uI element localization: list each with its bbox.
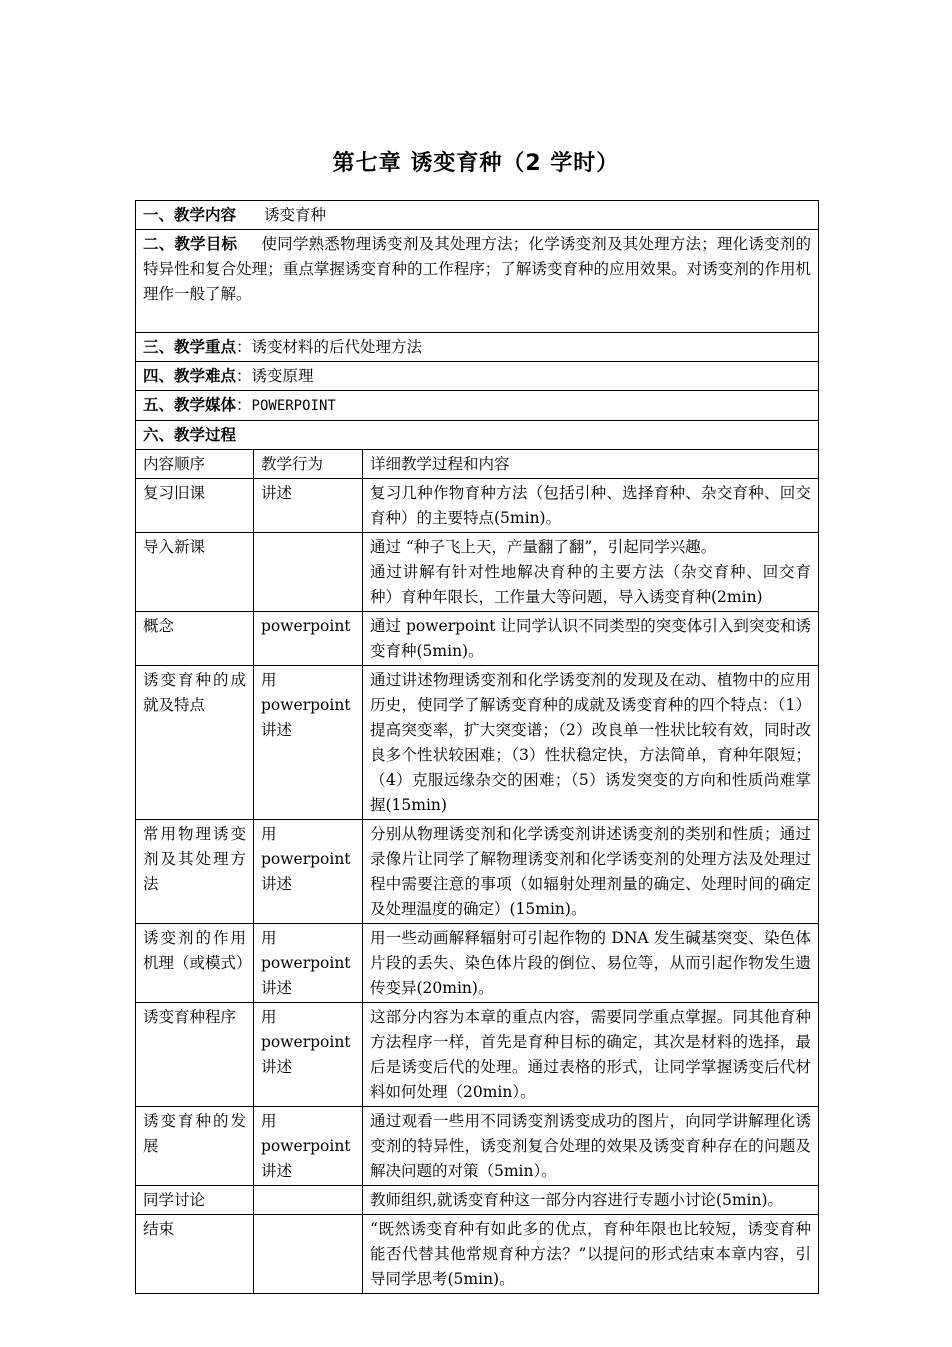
row-detail: 教师组织,就诱变育种这一部分内容进行专题小讨论(5min)。 (363, 1186, 819, 1215)
header-detail: 详细教学过程和内容 (363, 450, 819, 479)
section-difficulty-row (136, 362, 819, 391)
table-row (136, 1107, 819, 1186)
section-objective-value: 使同学熟悉物理诱变剂及其处理方法；化学诱变剂及其处理方法；理化诱变剂的特异性和复合处理；重点掌握诱变育种的工作程序；了解诱变育种的应用效果。对诱变剂的作用机理作一般了解。 (143, 235, 812, 303)
section-media-row (136, 391, 819, 421)
section-key-point-value: 诱变材料的后代处理方法 (251, 338, 423, 356)
row-detail: 通过讲述物理诱变剂和化学诱变剂的发现及在动、植物中的应用历史，使同学了解诱变育种的成就及诱变育种的四个特点：（1）提高突变率，扩大突变谱；（2）改良单一性状比较有效，同时改良多个性状较困难；（3）性状稳定快，方法简单，育种年限短；（4）克服远缘杂交的困难；（5）诱发突变的方向和性质尚难掌握(15min) (363, 666, 819, 820)
row-method: 用 powerpoint 讲述 (254, 1003, 363, 1107)
row-method (254, 533, 363, 612)
header-topic: 内容顺序 (136, 450, 254, 479)
section-difficulty-label: 四、教学难点 (143, 367, 237, 385)
row-topic: 诱变育种的发展 (136, 1107, 254, 1186)
row-topic: 诱变育种程序 (136, 1003, 254, 1107)
row-method: 用 powerpoint 讲述 (254, 1107, 363, 1186)
row-detail: 通过观看一些用不同诱变剂诱变成功的图片，向同学讲解理化诱变剂的特异性，诱变剂复合处理的效果及诱变育种存在的问题及解决问题的对策（5min）。 (363, 1107, 819, 1186)
row-method: 用 powerpoint 讲述 (254, 666, 363, 820)
section-media-label: 五、教学媒体 (143, 396, 237, 414)
row-method: 用 powerpoint 讲述 (254, 820, 363, 924)
lesson-plan-table (135, 200, 819, 1294)
row-topic: 同学讨论 (136, 1186, 254, 1215)
section-difficulty-sep: ： (236, 367, 252, 385)
table-row (136, 479, 819, 533)
section-key-point-label: 三、教学重点 (143, 338, 237, 356)
section-objective-label: 二、教学目标 (143, 235, 238, 253)
section-content-value: 诱变育种 (264, 206, 327, 224)
row-detail: “既然诱变育种有如此多的优点，育种年限也比较短，诱变育种能否代替其他常规育种方法？”以提问的形式结束本章内容，引导同学思考(5min)。 (363, 1215, 819, 1294)
row-topic: 诱变育种的成就及特点 (136, 666, 254, 820)
row-method (254, 1186, 363, 1215)
section-media-sep: ： (236, 396, 252, 414)
table-row (136, 924, 819, 1003)
table-row (136, 820, 819, 924)
table-row (136, 1003, 819, 1107)
section-process-row (136, 421, 819, 450)
row-topic: 结束 (136, 1215, 254, 1294)
row-topic: 复习旧课 (136, 479, 254, 533)
row-detail-continued: 通过讲解有针对性地解决育种的主要方法（杂交育种、回交育种）育种年限长，工作量大等问题，导入诱变育种(2min) (370, 563, 812, 606)
header-method: 教学行为 (254, 450, 363, 479)
row-method: 讲述 (254, 479, 363, 533)
row-topic: 诱变剂的作用机理（或模式） (136, 924, 254, 1003)
section-content-row (136, 201, 819, 230)
row-method: powerpoint (254, 612, 363, 666)
row-detail: 用一些动画解释辐射可引起作物的 DNA 发生碱基突变、染色体片段的丢失、染色体片段的倒位、易位等，从而引起作物发生遗传变异(20min)。 (363, 924, 819, 1003)
section-objective-row (136, 230, 819, 333)
row-method (254, 1215, 363, 1294)
table-row (136, 1215, 819, 1294)
table-row (136, 1186, 819, 1215)
row-detail-cell (363, 533, 819, 612)
table-row (136, 666, 819, 820)
section-key-point-sep: ： (236, 338, 252, 356)
section-content-label: 一、教学内容 (143, 206, 237, 224)
row-detail: 通过 “种子飞上天，产量翻了翻”，引起同学兴趣。 (370, 538, 717, 556)
process-header-row (136, 450, 819, 479)
section-process-label: 六、教学过程 (143, 426, 237, 444)
table-row (136, 612, 819, 666)
section-media-value: POWERPOINT (251, 398, 336, 414)
row-topic: 导入新课 (136, 533, 254, 612)
row-detail: 这部分内容为本章的重点内容，需要同学重点掌握。同其他育种方法程序一样，首先是育种目标的确定，其次是材料的选择，最后是诱变后代的处理。通过表格的形式，让同学掌握诱变后代材料如何处理（20min）。 (363, 1003, 819, 1107)
row-method: 用 powerpoint 讲述 (254, 924, 363, 1003)
section-key-point-row (136, 333, 819, 362)
row-detail: 复习几种作物育种方法（包括引种、选择育种、杂交育种、回交育种）的主要特点(5min)。 (363, 479, 819, 533)
row-detail: 通过 powerpoint 让同学认识不同类型的突变体引入到突变和诱变育种(5min)。 (363, 612, 819, 666)
table-row (136, 533, 819, 612)
page-title: 第七章 诱变育种（2 学时） (332, 151, 620, 176)
row-topic: 概念 (136, 612, 254, 666)
row-topic: 常用物理诱变剂及其处理方法 (136, 820, 254, 924)
section-difficulty-value: 诱变原理 (251, 367, 314, 385)
row-detail: 分别从物理诱变剂和化学诱变剂讲述诱变剂的类别和性质；通过录像片让同学了解物理诱变剂和化学诱变剂的处理方法及处理过程中需要注意的事项（如辐射处理剂量的确定、处理时间的确定及处理温度的确定）(15min)。 (363, 820, 819, 924)
